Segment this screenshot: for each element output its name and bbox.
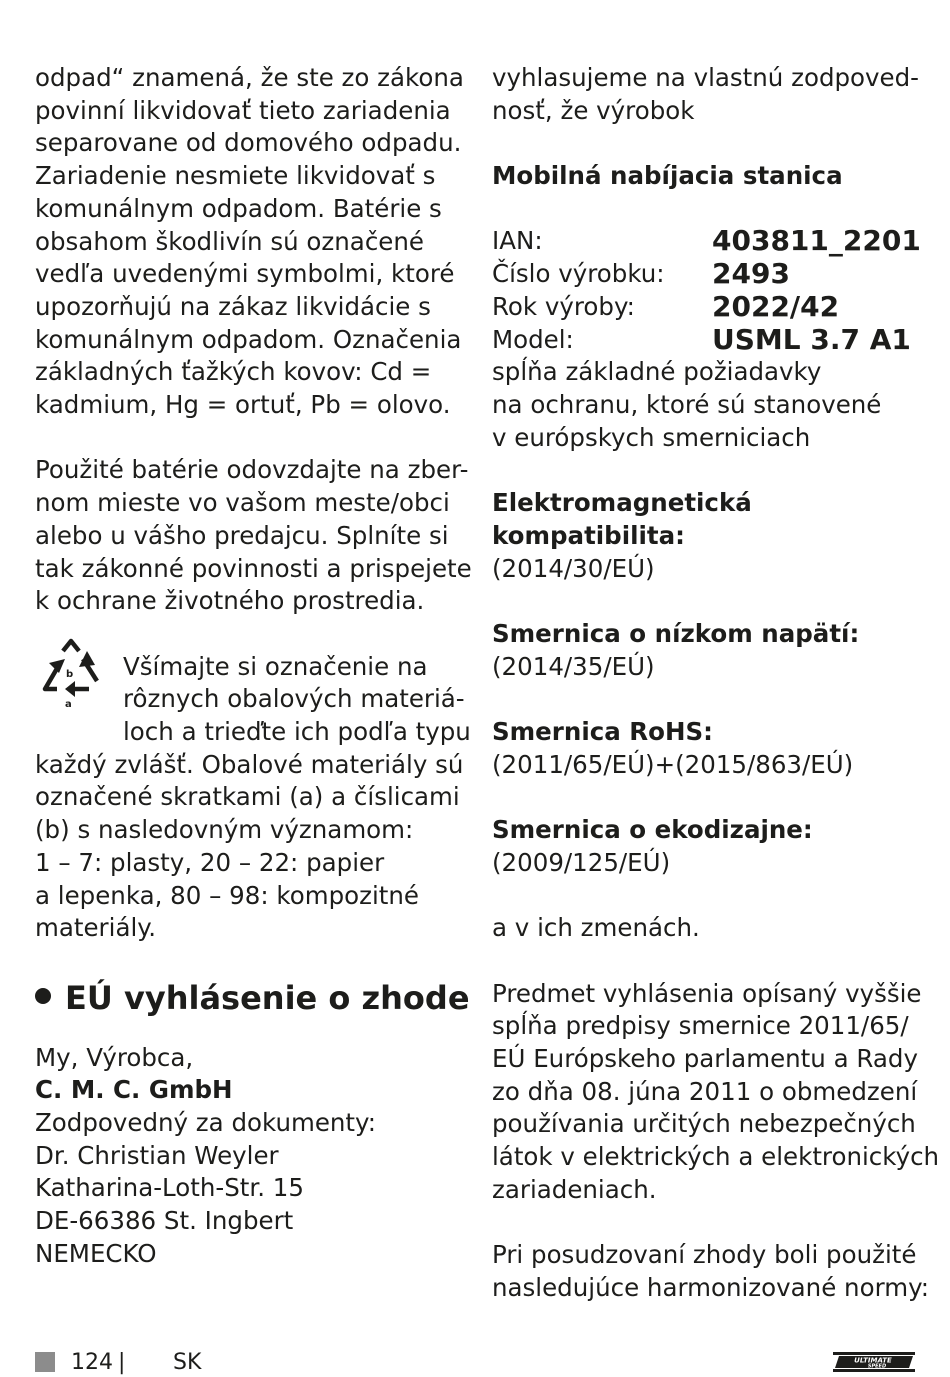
text-line: Všímajte si označenie na [123, 651, 428, 681]
text-line: komunálnym odpadom. Batérie s [35, 193, 442, 223]
directive-title: Smernica o ekodizajne: [492, 815, 813, 845]
recycle-label-a: a [65, 698, 72, 709]
spec-row-model [492, 324, 922, 357]
spec-value: 2022/42 [712, 289, 840, 323]
text-line: kadmium, Hg = ortuť, Pb = olovo. [35, 390, 451, 420]
text-line: vyhlasujeme na vlastnú zodpoved- [492, 63, 920, 92]
text-line: Predmet vyhlásenia opísaný vyššie [492, 978, 922, 1008]
text-line: alebo u vášho predajcu. Splníte si [35, 520, 449, 550]
declaration-intro [492, 62, 922, 127]
address-line: NEMECKO [35, 1238, 157, 1268]
text-line: 1 – 7: plasty, 20 – 22: papier [35, 847, 385, 877]
text-line: každý zvlášť. Obalové materiály sú [35, 749, 464, 779]
footer-separator: | [118, 1350, 126, 1375]
spec-row-ian [492, 225, 922, 258]
text-line: nasledujúce harmonizované normy: [492, 1272, 930, 1302]
directive-rohs [492, 716, 922, 781]
text-line: používania určitých nebezpečných [492, 1109, 916, 1139]
brand-line-2: SPEED [867, 1363, 887, 1370]
subject-paragraph [492, 978, 940, 1207]
product-specs [492, 225, 922, 454]
product-title-block [492, 160, 922, 193]
text-line: loch a trieďte ich podľa typu [123, 717, 471, 747]
directive-code: (2011/65/EÚ)+(2015/863/EÚ) [492, 749, 854, 779]
text-line: k ochrane životného prostredia. [35, 586, 425, 616]
text-line: spĺňa predpisy smernice 2011/65/ [492, 1011, 909, 1041]
address-line: Katharina-Loth-Str. 15 [35, 1173, 304, 1203]
text-line: látok v elektrických a elektronických [492, 1142, 940, 1172]
text-line: separovane od domového odpadu. [35, 128, 462, 158]
bullet-icon [35, 988, 51, 1004]
text-line: odpad“ znamená, že ste zo zákona [35, 63, 464, 92]
text-line: Pri posudzovaní zhody boli použité [492, 1240, 917, 1270]
amendments-paragraph [492, 912, 922, 945]
manufacturer-block [35, 1042, 460, 1271]
text-line: nosť, že výrobok [492, 95, 695, 125]
address-line: Dr. Christian Weyler [35, 1140, 279, 1170]
recycle-label-b: b [66, 668, 74, 680]
battery-return-paragraph [35, 454, 472, 618]
text-line: nom mieste vo vašom meste/obci [35, 488, 450, 518]
heading-text: EÚ vyhlásenie o zhode [65, 978, 470, 1017]
address-line: Zodpovedný za dokumenty: [35, 1108, 377, 1138]
address-line: DE-66386 St. Ingbert [35, 1206, 294, 1236]
spec-row-year [492, 291, 922, 324]
text-line: Zariadenie nesmiete likvidovať s [35, 161, 436, 191]
disposal-paragraph [35, 62, 464, 422]
directive-code: (2014/35/EÚ) [492, 651, 655, 681]
text-line: (b) s nasledovným významom: [35, 815, 414, 845]
text-line: EÚ Európskeho parlamentu a Rady [492, 1043, 918, 1073]
text-line: a lepenka, 80 – 98: kompozitné [35, 880, 419, 910]
text-line: povinní likvidovať tieto zariadenia [35, 95, 451, 125]
brand-line-1: ULTIMATE [854, 1356, 892, 1365]
text-line: upozorňujú na zákaz likvidácie s [35, 291, 431, 321]
spec-value: USML 3.7 A1 [712, 322, 911, 356]
packaging-paragraph [35, 651, 471, 945]
text-line: základných ťažkých kovov: Cd = [35, 357, 432, 387]
recycling-triangle-icon [35, 637, 107, 709]
manufacturer-intro: My, Výrobca, [35, 1042, 194, 1072]
directive-emc [492, 487, 922, 585]
directive-title: Elektromagnetická [492, 488, 752, 518]
left-column [35, 62, 472, 1303]
directive-low-voltage [492, 618, 922, 683]
page-footer [35, 1350, 915, 1376]
language-code: SK [173, 1350, 202, 1375]
text-line: komunálnym odpadom. Označenia [35, 324, 462, 354]
text-line: a v ich zmenách. [492, 913, 700, 943]
text-line: materiály. [35, 913, 157, 943]
directive-title: Smernica o nízkom napätí: [492, 618, 860, 648]
directive-ecodesign [492, 814, 922, 879]
text-line: zo dňa 08. júna 2011 o obmedzení [492, 1076, 918, 1106]
page-marker-square [35, 1352, 55, 1372]
text-line: Použité batérie odovzdajte na zber- [35, 455, 469, 485]
spec-value: 2493 [712, 257, 790, 291]
text-line: zariadeniach. [492, 1174, 657, 1204]
ultimate-speed-logo [833, 1350, 915, 1374]
directive-title: kompatibilita: [492, 520, 685, 550]
spec-row-item-number [492, 258, 922, 291]
text-line: rôznych obalových materiá- [123, 684, 465, 714]
spec-key: IAN: [492, 226, 543, 256]
spec-key: Číslo výrobku: [492, 259, 665, 289]
spec-value: 403811_2201 [712, 224, 921, 258]
spec-key: Rok výroby: [492, 291, 635, 321]
text-line: spĺňa základné požiadavky [492, 357, 822, 387]
directive-code: (2014/30/EÚ) [492, 553, 655, 583]
text-line: na ochranu, ktoré sú stanovené [492, 390, 882, 419]
standards-intro [492, 1239, 930, 1304]
directive-code: (2009/125/EÚ) [492, 847, 671, 877]
text-line: obsahom škodlivín sú označené [35, 226, 424, 256]
section-heading [35, 978, 470, 1018]
directive-title: Smernica RoHS: [492, 716, 713, 746]
text-line: vedľa uvedenými symbolmi, ktoré [35, 259, 455, 289]
spec-key: Model: [492, 324, 574, 354]
manufacturer-name: C. M. C. GmbH [35, 1075, 233, 1105]
product-title: Mobilná nabíjacia stanica [492, 161, 843, 191]
page-number: 124 [71, 1350, 113, 1375]
right-column [492, 62, 940, 1337]
text-line: v európskych smerniciach [492, 422, 811, 452]
text-line: označené skratkami (a) a číslicami [35, 782, 460, 812]
text-line: tak zákonné povinnosti a prispejete [35, 553, 472, 583]
